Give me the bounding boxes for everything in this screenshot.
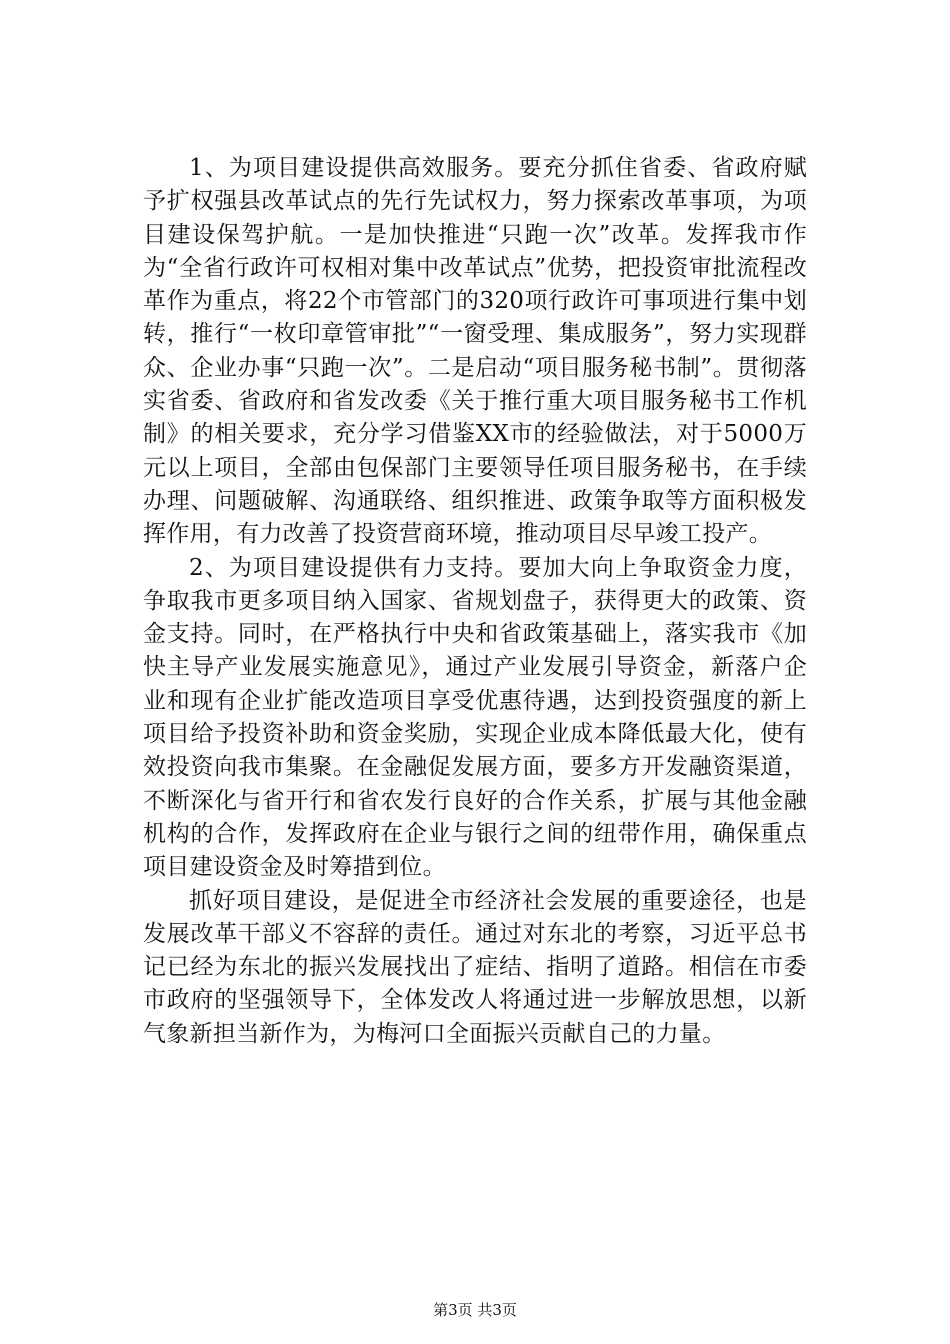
paragraph-conclusion: 抓好项目建设，是促进全市经济社会发展的重要途径，也是发展改革干部义不容辞的责任。通过对东北的考察，习近平总书记已经为东北的振兴发展找出了症结、指明了道路。相信在市委市政府的坚强领导下，全体发改人将通过进一步解放思想，以新气象新担当新作为，为梅河口全面振兴贡献自己的力量。: [143, 887, 807, 1047]
page-number: 第3页 共3页: [433, 1301, 517, 1319]
paragraph-strong-support: 2、为项目建设提供有力支持。要加大向上争取资金力度，争取我市更多项目纳入国家、省规划盘子，获得更大的政策、资金支持。同时，在严格执行中央和省政策基础上，落实我市《加快主导产业发展实施意见》，通过产业发展引导资金，新落户企业和现有企业扩能改造项目享受优惠待遇，达到投资强度的新上项目给予投资补助和资金奖励，实现企业成本降低最大化，使有效投资向我市集聚。在金融促发展方面，要多方开发融资渠道，不断深化与省开行和省农发行良好的合作关系，扩展与其他金融机构的合作，发挥政府在企业与银行之间的纽带作用，确保重点项目建设资金及时筹措到位。: [143, 554, 807, 881]
paragraph-efficient-service: 1、为项目建设提供高效服务。要充分抓住省委、省政府赋予扩权强县改革试点的先行先试权力，努力探索改革事项，为项目建设保驾护航。一是加快推进“只跑一次”改革。发挥我市作为“全省行政许可权相对集中改革试点”优势，把投资审批流程改革作为重点，将22个市管部门的320项行政许可事项进行集中划转，推行“一枚印章管审批”“一窗受理、集成服务”，努力实现群众、企业办事“只跑一次”。二是启动“项目服务秘书制”。贯彻落实省委、省政府和省发改委《关于推行重大项目服务秘书工作机制》的相关要求，充分学习借鉴XX市的经验做法，对于5000万元以上项目，全部由包保部门主要领导任项目服务秘书，在手续办理、问题破解、沟通联络、组织推进、政策争取等方面积极发挥作用，有力改善了投资营商环境，推动项目尽早竣工投产。: [143, 155, 807, 548]
page-footer: [0, 1300, 950, 1320]
document-body: [143, 152, 807, 1051]
